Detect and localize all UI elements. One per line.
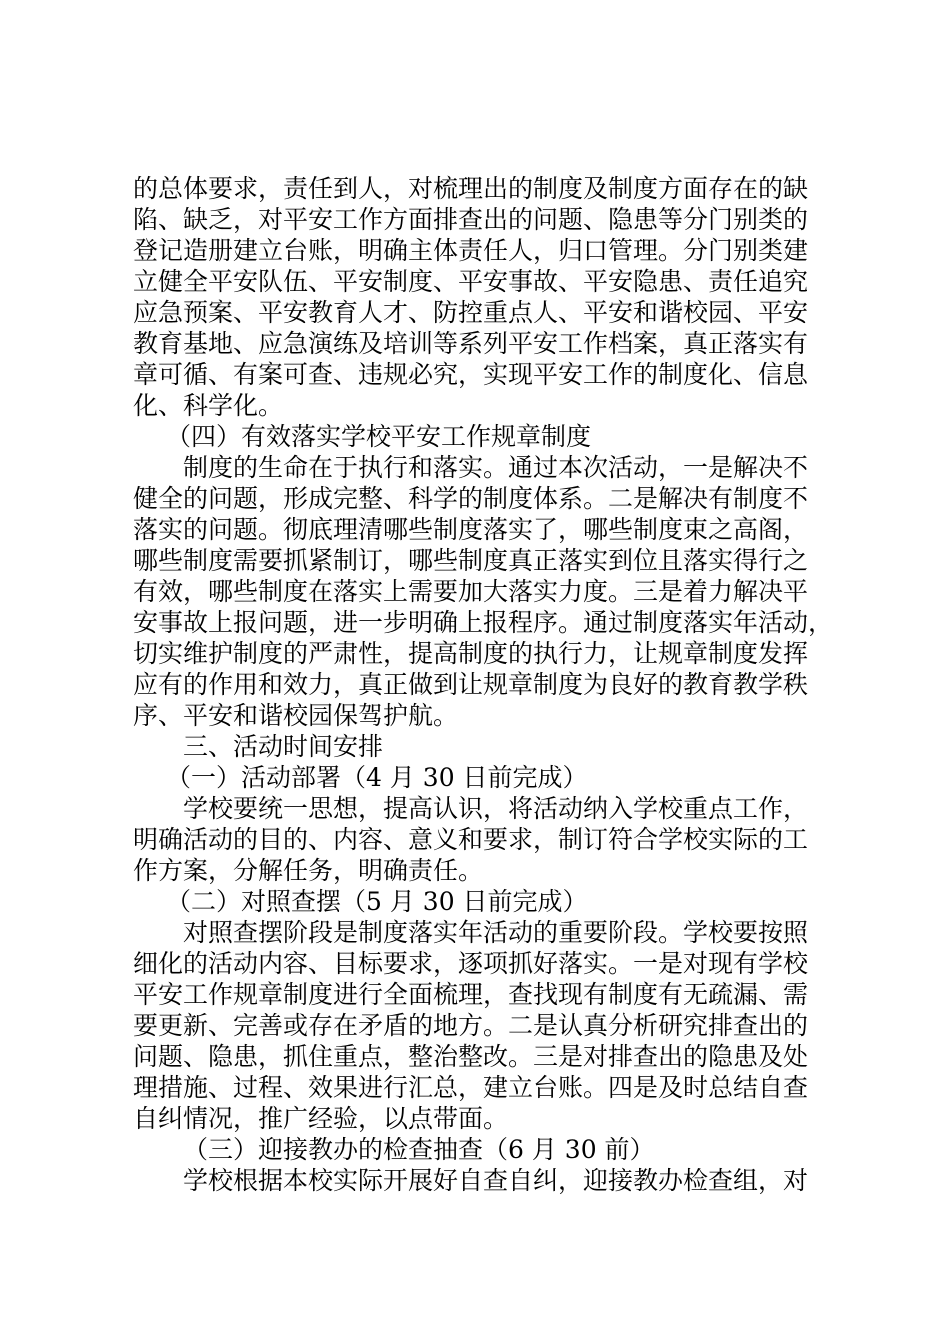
text-line: 要更新、完善或存在矛盾的地方。二是认真分析研究排查出的 bbox=[133, 1011, 809, 1040]
text-line: 细化的活动内容、目标要求，逐项抓好落实。一是对现有学校 bbox=[133, 949, 809, 978]
section-heading: 三、活动时间安排 bbox=[183, 732, 384, 761]
text-line: 明确活动的目的、内容、意义和要求，制订符合学校实际的工 bbox=[133, 825, 809, 854]
text-line: 章可循、有案可查、违规必究，实现平安工作的制度化、信息 bbox=[133, 360, 809, 389]
text-line: 序、平安和谐校园保驾护航。 bbox=[133, 701, 459, 730]
text-line: 陷、缺乏，对平安工作方面排查出的问题、隐患等分门别类的 bbox=[133, 205, 809, 234]
text-line: 安事故上报问题，进一步明确上报程序。通过制度落实年活动， bbox=[133, 608, 834, 637]
text-line: 平安工作规章制度进行全面梳理，查找现有制度有无疏漏、需 bbox=[133, 980, 809, 1009]
section-heading: （四）有效落实学校平安工作规章制度 bbox=[166, 422, 592, 451]
text-line: 自纠情况，推广经验，以点带面。 bbox=[133, 1104, 509, 1133]
paragraph-start: 制度的生命在于执行和落实。通过本次活动，一是解决不 bbox=[183, 453, 809, 482]
text-line: 教育基地、应急演练及培训等系列平安工作档案，真正落实有 bbox=[133, 329, 809, 358]
text-line: 的总体要求，责任到人，对梳理出的制度及制度方面存在的缺 bbox=[133, 174, 809, 203]
paragraph-start: 学校要统一思想，提高认识，将活动纳入学校重点工作， bbox=[183, 794, 809, 823]
paragraph-start: 学校根据本校实际开展好自查自纠，迎接教办检查组，对 bbox=[183, 1166, 809, 1195]
paragraph-start: 对照查摆阶段是制度落实年活动的重要阶段。学校要按照 bbox=[183, 918, 809, 947]
text-line: 理措施、过程、效果进行汇总，建立台账。四是及时总结自查 bbox=[133, 1073, 809, 1102]
section-heading: （三）迎接教办的检查抽查（6 月 30 前） bbox=[183, 1135, 655, 1164]
section-heading: （一）活动部署（4 月 30 日前完成） bbox=[166, 763, 588, 792]
text-line: 切实维护制度的严肃性，提高制度的执行力，让规章制度发挥 bbox=[133, 639, 809, 668]
text-line: 作方案，分解任务，明确责任。 bbox=[133, 856, 484, 885]
text-line: 哪些制度需要抓紧制订，哪些制度真正落实到位且落实得行之 bbox=[133, 546, 809, 575]
text-line: 问题、隐患，抓住重点，整治整改。三是对排查出的隐患及处 bbox=[133, 1042, 809, 1071]
text-line: 应急预案、平安教育人才、防控重点人、平安和谐校园、平安 bbox=[133, 298, 809, 327]
text-line: 应有的作用和效力，真正做到让规章制度为良好的教育教学秩 bbox=[133, 670, 809, 699]
text-line: 登记造册建立台账，明确主体责任人，归口管理。分门别类建 bbox=[133, 236, 809, 265]
section-heading: （二）对照查摆（5 月 30 日前完成） bbox=[166, 887, 588, 916]
text-line: 化、科学化。 bbox=[133, 391, 284, 420]
text-line: 有效，哪些制度在落实上需要加大落实力度。三是着力解决平 bbox=[133, 577, 809, 606]
text-line: 健全的问题，形成完整、科学的制度体系。二是解决有制度不 bbox=[133, 484, 809, 513]
text-line: 立健全平安队伍、平安制度、平安事故、平安隐患、责任追究 bbox=[133, 267, 809, 296]
text-line: 落实的问题。彻底理清哪些制度落实了，哪些制度束之高阁， bbox=[133, 515, 809, 544]
